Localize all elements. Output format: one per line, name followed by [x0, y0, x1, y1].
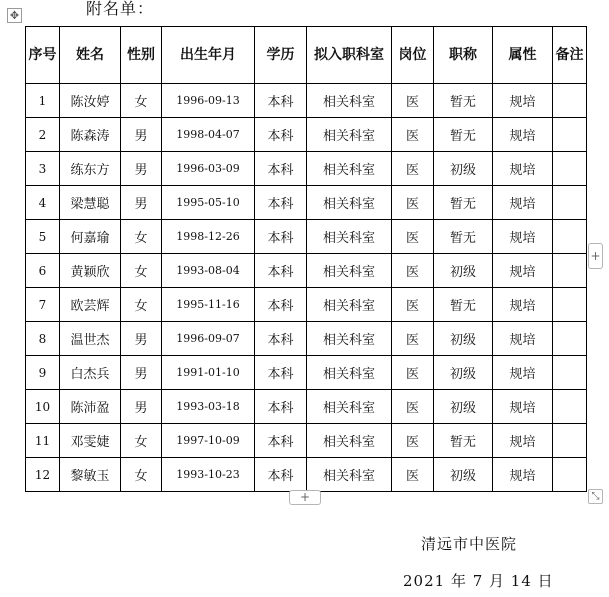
cell-gender[interactable]: 女: [121, 84, 162, 118]
cell-gender[interactable]: 男: [121, 322, 162, 356]
table-row: [26, 322, 587, 356]
cell-birth[interactable]: 1996-09-13: [162, 84, 255, 118]
cell-birth[interactable]: 1997-10-09: [162, 424, 255, 458]
header-department: 拟入职科室: [307, 27, 392, 84]
cell-remark[interactable]: [553, 118, 587, 152]
cell-department[interactable]: 相关科室: [307, 220, 392, 254]
cell-gender[interactable]: 男: [121, 118, 162, 152]
cell-birth[interactable]: 1996-09-07: [162, 322, 255, 356]
cell-department[interactable]: 相关科室: [307, 254, 392, 288]
cell-name[interactable]: 陈森涛: [60, 118, 121, 152]
cell-title[interactable]: 初级: [434, 254, 493, 288]
cell-seq[interactable]: 5: [26, 220, 60, 254]
cell-education[interactable]: 本科: [255, 118, 307, 152]
cell-remark[interactable]: [553, 220, 587, 254]
cell-birth[interactable]: 1998-12-26: [162, 220, 255, 254]
cell-department[interactable]: 相关科室: [307, 118, 392, 152]
cell-seq[interactable]: 8: [26, 322, 60, 356]
cell-position[interactable]: 医: [392, 424, 434, 458]
table-row: [26, 118, 587, 152]
cell-title[interactable]: 暂无: [434, 84, 493, 118]
cell-seq[interactable]: 2: [26, 118, 60, 152]
cell-education[interactable]: 本科: [255, 254, 307, 288]
cell-position[interactable]: 医: [392, 118, 434, 152]
cell-title[interactable]: 暂无: [434, 424, 493, 458]
table-row: [26, 220, 587, 254]
cell-education[interactable]: 本科: [255, 424, 307, 458]
cell-attribute[interactable]: 规培: [493, 186, 553, 220]
cell-name[interactable]: 陈沛盈: [60, 390, 121, 424]
signature-date: 2021 年 7 月 14 日: [403, 572, 554, 590]
cell-name[interactable]: 欧芸辉: [60, 288, 121, 322]
cell-attribute[interactable]: 规培: [493, 254, 553, 288]
header-remark: 备注: [553, 27, 587, 84]
cell-attribute[interactable]: 规培: [493, 118, 553, 152]
cell-remark[interactable]: [553, 424, 587, 458]
cell-attribute[interactable]: 规培: [493, 84, 553, 118]
cell-seq[interactable]: 7: [26, 288, 60, 322]
header-seq: 序号: [26, 27, 60, 84]
cell-attribute[interactable]: 规培: [493, 152, 553, 186]
cell-remark[interactable]: [553, 458, 587, 492]
cell-department[interactable]: 相关科室: [307, 424, 392, 458]
table-row: [26, 254, 587, 288]
cell-gender[interactable]: 女: [121, 458, 162, 492]
cell-seq[interactable]: 10: [26, 390, 60, 424]
header-birth: 出生年月: [162, 27, 255, 84]
cell-remark[interactable]: [553, 288, 587, 322]
cell-department[interactable]: 相关科室: [307, 458, 392, 492]
cell-title[interactable]: 暂无: [434, 186, 493, 220]
cell-department[interactable]: 相关科室: [307, 390, 392, 424]
cell-title[interactable]: 初级: [434, 356, 493, 390]
cell-gender[interactable]: 女: [121, 424, 162, 458]
cell-name[interactable]: 何嘉瑜: [60, 220, 121, 254]
table-row: [26, 390, 587, 424]
cell-remark[interactable]: [553, 356, 587, 390]
cell-birth[interactable]: 1991-01-10: [162, 356, 255, 390]
cell-seq[interactable]: 6: [26, 254, 60, 288]
cell-name[interactable]: 温世杰: [60, 322, 121, 356]
cell-birth[interactable]: 1993-08-04: [162, 254, 255, 288]
table-row: [26, 152, 587, 186]
cell-position[interactable]: 医: [392, 288, 434, 322]
cell-birth[interactable]: 1993-03-18: [162, 390, 255, 424]
table-move-handle-icon[interactable]: ✥: [7, 8, 22, 23]
cell-birth[interactable]: 1993-10-23: [162, 458, 255, 492]
cell-department[interactable]: 相关科室: [307, 186, 392, 220]
cell-position[interactable]: 医: [392, 84, 434, 118]
add-column-button[interactable]: +: [588, 243, 603, 269]
cell-position[interactable]: 医: [392, 254, 434, 288]
cell-title[interactable]: 初级: [434, 458, 493, 492]
cell-education[interactable]: 本科: [255, 84, 307, 118]
cell-name[interactable]: 黎敏玉: [60, 458, 121, 492]
cell-name[interactable]: 邓雯婕: [60, 424, 121, 458]
cell-attribute[interactable]: 规培: [493, 322, 553, 356]
table-row: [26, 288, 587, 322]
cell-gender[interactable]: 女: [121, 288, 162, 322]
roster-table: [25, 26, 587, 492]
cell-title[interactable]: 暂无: [434, 118, 493, 152]
cell-seq[interactable]: 1: [26, 84, 60, 118]
cell-seq[interactable]: 12: [26, 458, 60, 492]
cell-position[interactable]: 医: [392, 390, 434, 424]
cell-remark[interactable]: [553, 84, 587, 118]
cell-department[interactable]: 相关科室: [307, 356, 392, 390]
cell-gender[interactable]: 女: [121, 254, 162, 288]
cell-remark[interactable]: [553, 390, 587, 424]
header-gender: 性别: [121, 27, 162, 84]
cell-birth[interactable]: 1995-11-16: [162, 288, 255, 322]
table-row: [26, 186, 587, 220]
signature-organization: 清远市中医院: [421, 535, 518, 553]
cell-position[interactable]: 医: [392, 186, 434, 220]
cell-education[interactable]: 本科: [255, 458, 307, 492]
cell-attribute[interactable]: 规培: [493, 458, 553, 492]
cell-remark[interactable]: [553, 322, 587, 356]
cell-seq[interactable]: 11: [26, 424, 60, 458]
cell-birth[interactable]: 1998-04-07: [162, 118, 255, 152]
cell-department[interactable]: 相关科室: [307, 288, 392, 322]
cell-title[interactable]: 初级: [434, 390, 493, 424]
cell-gender[interactable]: 男: [121, 186, 162, 220]
cell-remark[interactable]: [553, 254, 587, 288]
cell-gender[interactable]: 男: [121, 390, 162, 424]
cell-gender[interactable]: 女: [121, 220, 162, 254]
cell-gender[interactable]: 男: [121, 152, 162, 186]
cell-position[interactable]: 医: [392, 356, 434, 390]
cell-education[interactable]: 本科: [255, 356, 307, 390]
cell-education[interactable]: 本科: [255, 288, 307, 322]
table-resize-icon[interactable]: ⤡: [588, 489, 603, 504]
cell-position[interactable]: 医: [392, 322, 434, 356]
cell-name[interactable]: 练东方: [60, 152, 121, 186]
cell-education[interactable]: 本科: [255, 152, 307, 186]
header-name: 姓名: [60, 27, 121, 84]
cell-name[interactable]: 陈汝婷: [60, 84, 121, 118]
cell-department[interactable]: 相关科室: [307, 84, 392, 118]
cell-seq[interactable]: 4: [26, 186, 60, 220]
cell-seq[interactable]: 9: [26, 356, 60, 390]
cell-title[interactable]: 暂无: [434, 288, 493, 322]
header-attribute: 属性: [493, 27, 553, 84]
cell-seq[interactable]: 3: [26, 152, 60, 186]
cell-department[interactable]: 相关科室: [307, 322, 392, 356]
cell-birth[interactable]: 1996-03-09: [162, 152, 255, 186]
cell-education[interactable]: 本科: [255, 220, 307, 254]
cell-name[interactable]: 白杰兵: [60, 356, 121, 390]
cell-name[interactable]: 梁慧聪: [60, 186, 121, 220]
table-row: [26, 458, 587, 492]
cell-education[interactable]: 本科: [255, 186, 307, 220]
cell-gender[interactable]: 男: [121, 356, 162, 390]
header-position: 岗位: [392, 27, 434, 84]
cell-attribute[interactable]: 规培: [493, 356, 553, 390]
cell-birth[interactable]: 1995-05-10: [162, 186, 255, 220]
cell-education[interactable]: 本科: [255, 390, 307, 424]
cell-remark[interactable]: [553, 152, 587, 186]
cell-attribute[interactable]: 规培: [493, 424, 553, 458]
cell-title[interactable]: 初级: [434, 322, 493, 356]
cell-position[interactable]: 医: [392, 152, 434, 186]
header-title: 职称: [434, 27, 493, 84]
table-row: [26, 84, 587, 118]
cell-attribute[interactable]: 规培: [493, 220, 553, 254]
cell-title[interactable]: 暂无: [434, 220, 493, 254]
cell-department[interactable]: 相关科室: [307, 152, 392, 186]
table-row: [26, 356, 587, 390]
header-education: 学历: [255, 27, 307, 84]
cell-title[interactable]: 初级: [434, 152, 493, 186]
add-row-button[interactable]: +: [289, 490, 321, 505]
cell-education[interactable]: 本科: [255, 322, 307, 356]
table-row: [26, 424, 587, 458]
cell-position[interactable]: 医: [392, 458, 434, 492]
cell-attribute[interactable]: 规培: [493, 390, 553, 424]
cell-remark[interactable]: [553, 186, 587, 220]
cell-position[interactable]: 医: [392, 220, 434, 254]
table-header-row: [26, 27, 587, 84]
cell-name[interactable]: 黄颖欣: [60, 254, 121, 288]
cell-attribute[interactable]: 规培: [493, 288, 553, 322]
document-title: 附名单：: [86, 0, 155, 18]
